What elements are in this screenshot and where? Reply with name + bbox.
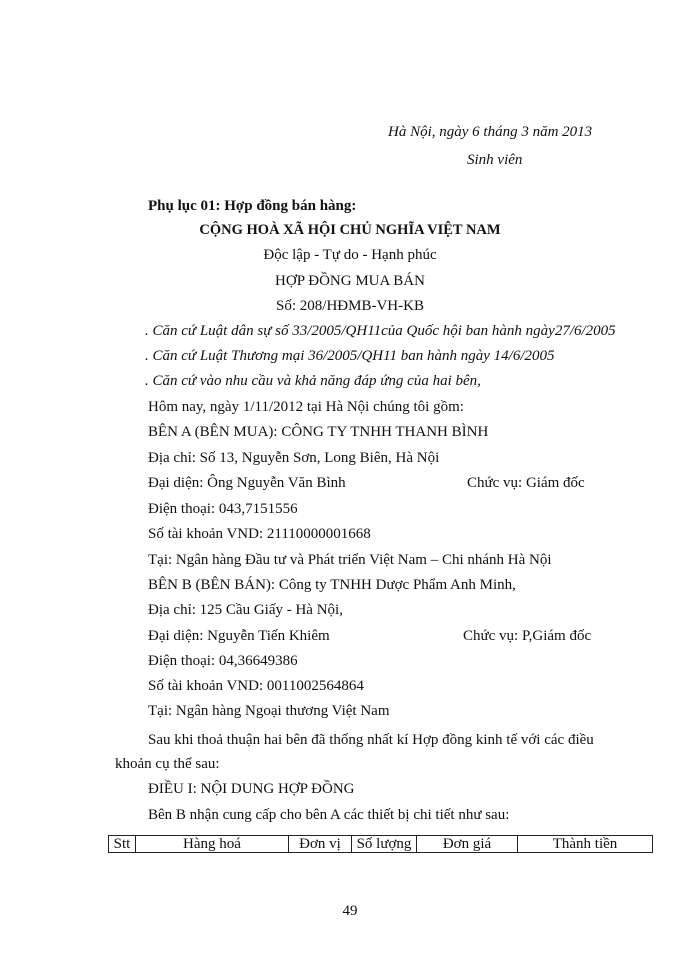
date-line: Hà Nội, ngày 6 tháng 3 năm 2013 bbox=[388, 124, 593, 140]
agreement-line-2: khoản cụ thể sau: bbox=[115, 756, 220, 772]
legal-basis: . Căn cứ Luật dân sự số 33/2005/QH11của Quốc hội ban hành ngày27/6/2005 bbox=[145, 323, 616, 339]
motto: Độc lập - Tự do - Hạnh phúc bbox=[263, 247, 437, 263]
intro-line: Hôm nay, ngày 1/11/2012 tại Hà Nội chúng tôi gồm: bbox=[148, 399, 464, 415]
party-a-phone: Điện thoại: 043,7151556 bbox=[148, 501, 298, 517]
header-unit-price: Đơn giá bbox=[417, 836, 518, 853]
header-quantity: Số lượng bbox=[352, 836, 417, 853]
goods-table bbox=[108, 835, 653, 853]
header-total: Thành tiền bbox=[518, 836, 653, 853]
legal-basis: . Căn cứ Luật Thương mại 36/2005/QH11 ban hành ngày 14/6/2005 bbox=[145, 348, 555, 364]
party-a-name: BÊN A (BÊN MUA): CÔNG TY TNHH THANH BÌNH bbox=[148, 424, 489, 440]
contract-title: HỢP ĐỒNG MUA BÁN bbox=[275, 273, 425, 289]
party-a-account: Số tài khoản VND: 21110000001668 bbox=[148, 526, 371, 542]
table-header-row bbox=[109, 836, 653, 853]
party-b-position: Chức vụ: P,Giám đốc bbox=[463, 628, 592, 644]
party-a-position: Chức vụ: Giám đốc bbox=[467, 475, 585, 491]
header-goods: Hàng hoá bbox=[136, 836, 289, 853]
article-1-heading: ĐIỀU I: NỘI DUNG HỢP ĐỒNG bbox=[148, 781, 355, 797]
party-a-bank: Tại: Ngân hàng Đầu tư và Phát triển Việt Nam – Chi nhánh Hà Nội bbox=[148, 552, 552, 568]
party-b-rep: Đại diện: Nguyễn Tiến Khiêm bbox=[148, 628, 330, 644]
header-stt: Stt bbox=[109, 836, 136, 853]
agreement-line-1: Sau khi thoả thuận hai bên đã thống nhất kí Hợp đồng kinh tế với các điều bbox=[148, 732, 594, 748]
legal-basis: . Căn cứ vào nhu cầu và khả năng đáp ứng của hai bên, bbox=[145, 373, 481, 389]
party-b-bank: Tại: Ngân hàng Ngoại thương Việt Nam bbox=[148, 703, 390, 719]
party-b-address: Địa chỉ: 125 Cầu Giấy - Hà Nội, bbox=[148, 602, 343, 618]
header-unit: Đơn vị bbox=[289, 836, 352, 853]
party-a-address: Địa chỉ: Số 13, Nguyễn Sơn, Long Biên, Hà Nội bbox=[148, 450, 440, 466]
signer-label: Sinh viên bbox=[467, 152, 523, 168]
appendix-title: Phụ lục 01: Hợp đồng bán hàng: bbox=[148, 198, 357, 214]
party-a-rep: Đại diện: Ông Nguyễn Văn Bình bbox=[148, 475, 346, 491]
contract-number: Số: 208/HĐMB-VH-KB bbox=[276, 298, 424, 314]
nation-heading: CỘNG HOÀ XÃ HỘI CHỦ NGHĨA VIỆT NAM bbox=[199, 222, 501, 238]
article-1-text: Bên B nhận cung cấp cho bên A các thiết bị chi tiết như sau: bbox=[148, 807, 510, 823]
page-number: 49 bbox=[342, 903, 358, 919]
party-b-phone: Điện thoại: 04,36649386 bbox=[148, 653, 298, 669]
party-b-name: BÊN B (BÊN BÁN): Công ty TNHH Dược Phẩm Anh Minh, bbox=[148, 577, 516, 593]
party-b-account: Số tài khoản VND: 0011002564864 bbox=[148, 678, 364, 694]
